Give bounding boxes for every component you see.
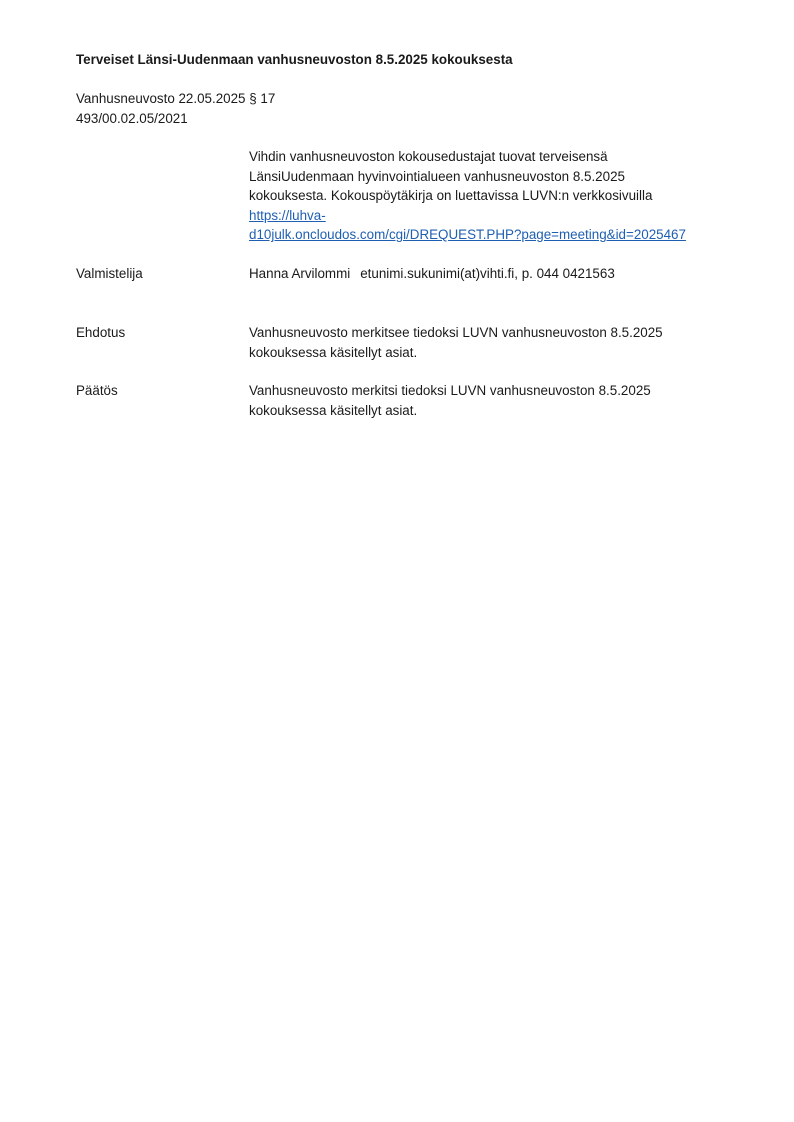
intro-line: kokouksesta. Kokouspöytäkirja on luettavissa LUVN:n verkkosivuilla [249, 188, 653, 203]
proposal-line: kokouksessa käsitellyt asiat. [249, 344, 418, 360]
minutes-link[interactable]: https://luhva- [249, 207, 326, 223]
intro-line: LänsiUudenmaan hyvinvointialueen vanhusneuvoston 8.5.2025 [249, 168, 625, 184]
proposal-line: Vanhusneuvosto merkitsee tiedoksi LUVN vanhusneuvoston 8.5.2025 [249, 325, 663, 340]
case-number: 493/00.02.05/2021 [76, 110, 188, 126]
preparer-label: Valmistelija [76, 266, 143, 281]
minutes-link-continued[interactable]: d10julk.oncloudos.com/cgi/DREQUEST.PHP?page=meeting&id=2025467 [249, 227, 686, 242]
preparer-name: Hanna Arvilommi [249, 266, 351, 281]
proposal-label: Ehdotus [76, 325, 126, 340]
decision-text [249, 381, 749, 420]
intro-paragraph [249, 147, 749, 245]
decision-label: Päätös [76, 383, 118, 398]
meeting-reference: Vanhusneuvosto 22.05.2025 § 17 [76, 91, 276, 106]
preparer-contact: etunimi.sukunimi(at)vihti.fi, p. 044 0421563 [360, 266, 615, 281]
decision-line: Vanhusneuvosto merkitsi tiedoksi LUVN vanhusneuvoston 8.5.2025 [249, 383, 651, 398]
meeting-meta [76, 89, 275, 128]
document-title: Terveiset Länsi-Uudenmaan vanhusneuvoston 8.5.2025 kokouksesta [76, 52, 513, 67]
intro-line: Vihdin vanhusneuvoston kokousedustajat tuovat terveisensä [249, 149, 608, 164]
preparer-value [249, 264, 749, 284]
decision-line: kokouksessa käsitellyt asiat. [249, 402, 418, 418]
proposal-text [249, 323, 749, 362]
